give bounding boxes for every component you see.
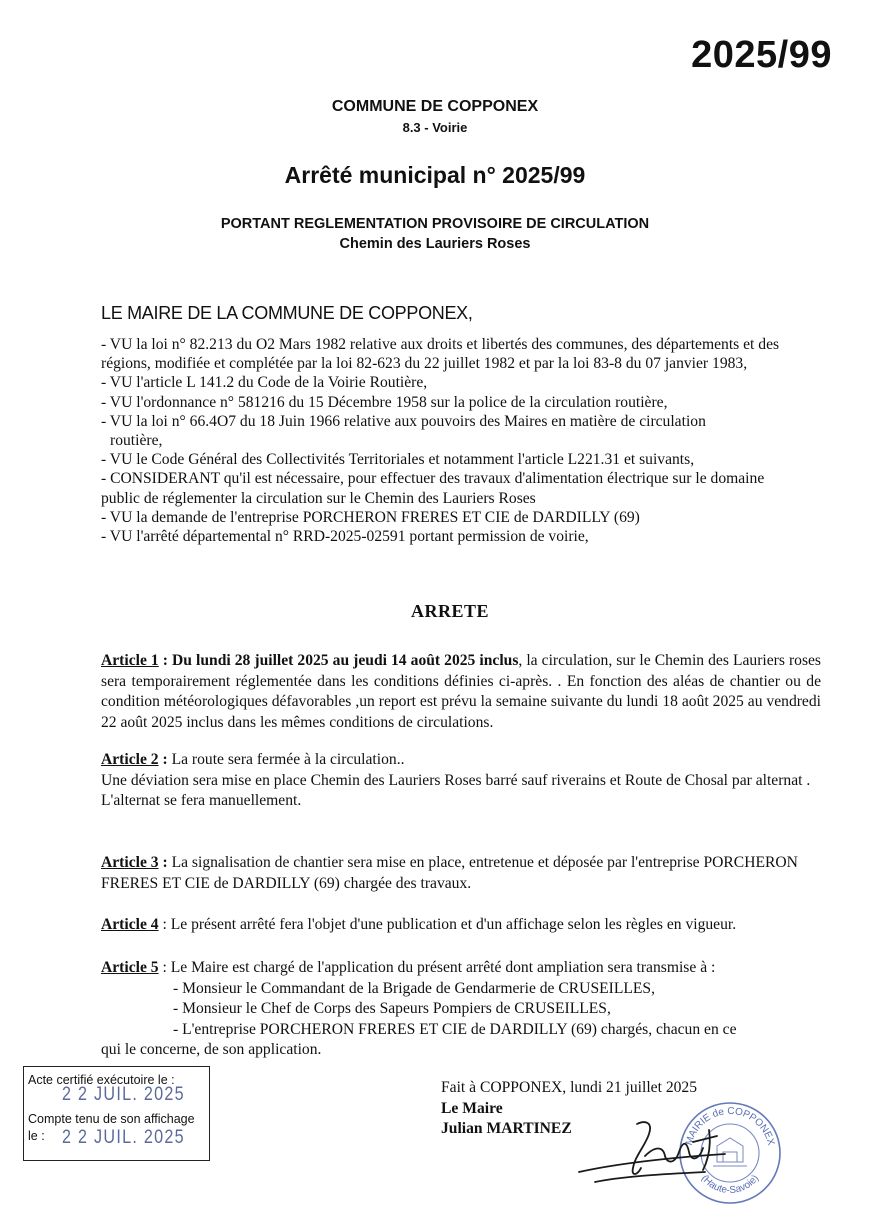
article-5 — [101, 958, 821, 1061]
considerations-list — [101, 335, 791, 546]
signatory-role: Le Maire — [441, 1099, 503, 1117]
article-text: Le présent arrêté fera l'objet d'une publication et d'un affichage selon les règles en vigueur. — [170, 916, 737, 933]
reglementation-subtitle: Chemin des Lauriers Roses — [339, 236, 531, 252]
article-text: Une déviation sera mise en place Chemin des Lauriers Roses barré sauf riverains et Route de Chosal par alternat . — [101, 771, 811, 789]
consideration-item: - VU le Code Général des Collectivités Territoriales et notamment l'article L221.31 et suivants, — [101, 451, 695, 469]
date-stamp: 2 2 JUIL. 2025 — [62, 1084, 185, 1105]
commune-title: COMMUNE DE COPPONEX — [331, 98, 539, 115]
recipient-item: - L'entreprise PORCHERON FRERES ET CIE de DARDILLY (69) chargés, chacun en ce — [173, 1020, 737, 1038]
signatory-name: Julian MARTINEZ — [441, 1120, 572, 1137]
date-stamp: 2 2 JUIL. 2025 — [62, 1127, 185, 1148]
reglementation-title: PORTANT REGLEMENTATION PROVISOIRE DE CIRCULATION — [220, 216, 650, 232]
article-text: La signalisation de chantier sera mise en place, entretenue et déposée par l'entreprise PORCHERON FRERES ET CIE de DARDILLY (69) chargée des travaux. — [101, 854, 798, 892]
reference-number: 2025/99 — [691, 34, 832, 76]
article-text: L'alternat se fera manuellement. — [101, 792, 302, 809]
recipient-item: - Monsieur le Chef de Corps des Sapeurs Pompiers de CRUSEILLES, — [173, 1000, 611, 1017]
maire-heading: LE MAIRE DE LA COMMUNE DE COPPONEX, — [101, 303, 473, 323]
article-separator: : — [158, 916, 171, 933]
article-4 — [101, 915, 821, 936]
commune-subtitle: 8.3 - Voirie — [402, 120, 468, 135]
consideration-item: - VU l'article L 141.2 du Code de la Voirie Routière, — [101, 374, 428, 392]
article-text: La route sera fermée à la circulation.. — [171, 751, 405, 768]
recipient-item: - Monsieur le Commandant de la Brigade de Gendarmerie de CRUSEILLES, — [173, 979, 655, 997]
consideration-item: - CONSIDERANT qu'il est nécessaire, pour effectuer des travaux d'alimentation électrique sur le domaine public de réglementer la circulation sur le Chemin des Lauriers Roses — [101, 470, 765, 507]
article-3 — [101, 853, 821, 894]
consideration-item: - VU l'arrêté départemental n° RRD-2025-02591 portant permission de voirie, — [101, 528, 589, 546]
article-label: Article 2 — [101, 751, 159, 768]
article-label: Article 4 — [101, 916, 159, 933]
arrete-heading: ARRETE — [410, 601, 489, 621]
svg-text:MAIRIE de COPPONEX: MAIRIE de COPPONEX — [683, 1105, 777, 1147]
article-2 — [101, 750, 821, 812]
consideration-item: - VU l'ordonnance n° 581216 du 15 Décembre 1958 sur la police de la circulation routière, — [101, 393, 668, 411]
article-separator: : — [158, 751, 172, 768]
executory-certificate-box — [23, 1066, 210, 1161]
article-label: Article 5 — [101, 959, 159, 976]
article-label: Article 3 — [101, 854, 159, 871]
consideration-item: - VU la loi n° 66.4O7 du 18 Juin 1966 relative aux pouvoirs des Maires en matière de circulation — [101, 412, 706, 430]
article-separator: : — [158, 652, 173, 669]
display-label: Compte tenu de son affichage — [28, 1112, 195, 1126]
handwritten-signature-icon — [575, 1112, 745, 1192]
display-label-le: le : — [28, 1129, 45, 1143]
executory-label: Acte certifié exécutoire le : — [28, 1073, 175, 1087]
consideration-item: - VU la demande de l'entreprise PORCHERON FRERES ET CIE de DARDILLY (69) — [101, 508, 640, 526]
article-text: qui le concerne, de son application. — [101, 1041, 322, 1058]
article-1 — [101, 651, 821, 733]
article-label: Article 1 — [101, 652, 159, 669]
article-text: Le Maire est chargé de l'application du présent arrêté dont ampliation sera transmise à : — [170, 959, 716, 976]
arrete-title: Arrêté municipal n° 2025/99 — [284, 162, 586, 188]
article-separator: : — [158, 959, 171, 976]
svg-text:(Haute-Savoie): (Haute-Savoie) — [698, 1173, 762, 1197]
consideration-item: routière, — [110, 432, 163, 450]
article-separator: : — [158, 854, 172, 871]
article-dates: Du lundi 28 juillet 2025 au jeudi 14 août 2025 inclus — [172, 652, 519, 669]
consideration-item: - VU la loi n° 82.213 du O2 Mars 1982 relative aux droits et libertés des communes, des départements et des régions, modifiée et complétée par la loi 82-623 du 22 juillet 1982 et par la loi 83-8 du 07 janvier 1983, — [101, 336, 780, 373]
place-and-date: Fait à COPPONEX, lundi 21 juillet 2025 — [441, 1079, 698, 1096]
article-text: , la circulation, sur le Chemin des Lauriers roses sera temporairement réglementée dans les conditions définies ci-après. . En fonction des aléas de chantier ou de condition météorologiques défavorables ,un report est prévu la semaine suivante du lundi 18 août 2025 au vendredi 22 août 2025 inclus dans les mêmes conditions de circulations. — [101, 652, 821, 731]
